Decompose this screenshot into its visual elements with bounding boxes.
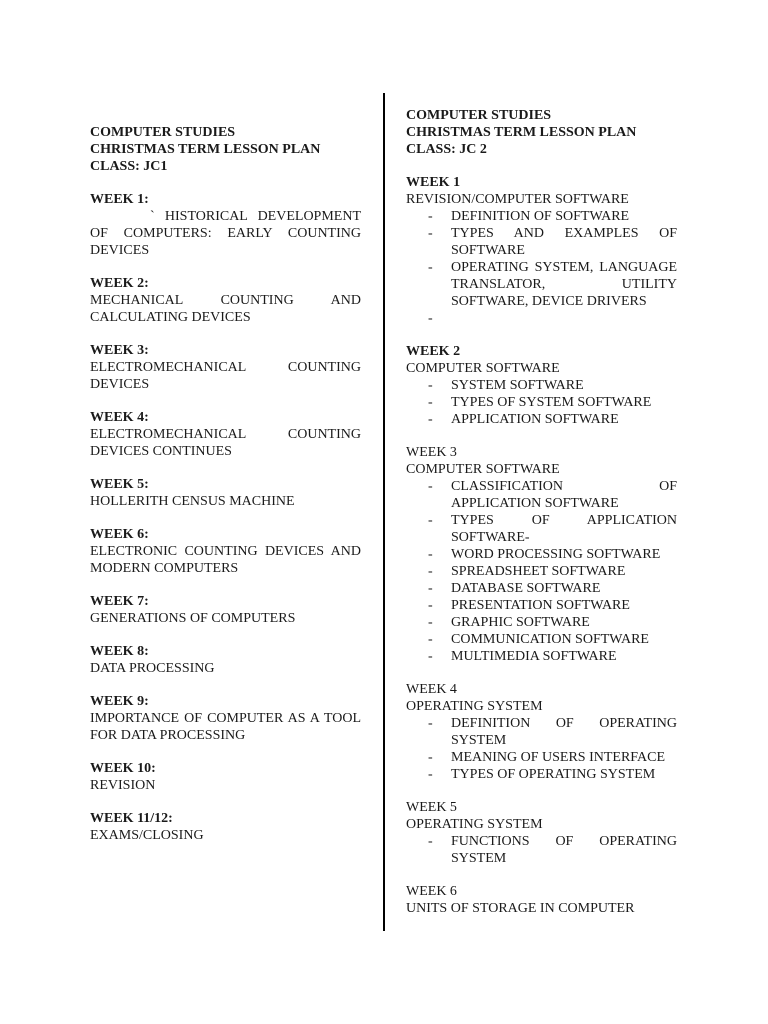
- list-item-text: TYPES AND EXAMPLES OF SOFTWARE: [451, 226, 677, 258]
- week-topic: OPERATING SYSTEM: [406, 699, 543, 714]
- week-topic: EXAMS/CLOSING: [90, 828, 204, 843]
- week-section: [90, 643, 361, 677]
- column-divider: [383, 93, 385, 931]
- list-item: [406, 225, 677, 259]
- bullet-dash: -: [428, 649, 433, 664]
- list-item-text: TYPES OF OPERATING SYSTEM: [451, 767, 656, 782]
- spacer: [406, 428, 677, 444]
- week-heading: WEEK 2:: [90, 276, 149, 291]
- list-item-text: DEFINITION OF SOFTWARE: [451, 209, 630, 224]
- bullet-dash: -: [428, 260, 433, 275]
- week-heading: WEEK 1:: [90, 192, 149, 207]
- spacer: [90, 510, 361, 526]
- list-item: [406, 766, 677, 783]
- class-title: CLASS: JC 2: [406, 142, 487, 157]
- list-item: [406, 648, 677, 665]
- week-heading: WEEK 11/12:: [90, 811, 173, 826]
- list-item-text: TYPES OF APPLICATION SOFTWARE-: [451, 513, 677, 545]
- list-item-text: SYSTEM SOFTWARE: [451, 378, 584, 393]
- spacer: [90, 627, 361, 643]
- week-heading: WEEK 10:: [90, 761, 156, 776]
- week-topic: ELECTROMECHANICAL COUNTING DEVICES CONTINUES: [90, 427, 361, 459]
- week-heading: WEEK 4:: [90, 410, 149, 425]
- spacer: [90, 794, 361, 810]
- week-heading: WEEK 4: [406, 682, 457, 697]
- spacer: [90, 393, 361, 409]
- spacer: [90, 744, 361, 760]
- bullet-dash: -: [428, 395, 433, 410]
- spacer: [406, 783, 677, 799]
- list-item: [406, 749, 677, 766]
- bullet-dash: -: [428, 716, 433, 731]
- topic-list: [406, 478, 677, 665]
- bullet-dash: -: [428, 547, 433, 562]
- jc2-lesson-plan: [406, 107, 677, 917]
- list-item: [406, 563, 677, 580]
- spacer: [90, 677, 361, 693]
- subject-title: COMPUTER STUDIES: [406, 108, 552, 123]
- week-topic: HOLLERITH CENSUS MACHINE: [90, 494, 295, 509]
- bullet-dash: -: [428, 378, 433, 393]
- list-item: [406, 580, 677, 597]
- list-item: [406, 394, 677, 411]
- list-item: [406, 614, 677, 631]
- spacer: [406, 158, 677, 174]
- list-item: [406, 631, 677, 648]
- list-item-text: DEFINITION OF OPERATING SYSTEM: [451, 716, 677, 748]
- list-item: [406, 208, 677, 225]
- week-heading: WEEK 5:: [90, 477, 149, 492]
- week-heading: WEEK 1: [406, 175, 461, 190]
- week-section: [406, 883, 677, 917]
- bullet-dash: -: [428, 479, 433, 494]
- list-item: [406, 715, 677, 749]
- week-topic: ELECTRONIC COUNTING DEVICES AND MODERN COMPUTERS: [90, 544, 361, 576]
- week-topic: UNITS OF STORAGE IN COMPUTER: [406, 901, 635, 916]
- jc1-header: [90, 124, 361, 175]
- list-item-text: MULTIMEDIA SOFTWARE: [451, 649, 617, 664]
- week-topic: DATA PROCESSING: [90, 661, 215, 676]
- week-section: [90, 191, 361, 259]
- bullet-dash: -: [428, 412, 433, 427]
- list-item-text: MEANING OF USERS INTERFACE: [451, 750, 666, 765]
- bullet-dash: -: [428, 581, 433, 596]
- bullet-dash: -: [428, 564, 433, 579]
- bullet-dash: -: [428, 513, 433, 528]
- week-section: [406, 799, 677, 867]
- week-section: [406, 444, 677, 665]
- week-heading: WEEK 7:: [90, 594, 149, 609]
- term-title: CHRISTMAS TERM LESSON PLAN: [90, 142, 321, 157]
- list-item-text: APPLICATION SOFTWARE: [451, 412, 619, 427]
- week-heading: WEEK 2: [406, 344, 461, 359]
- week-topic: IMPORTANCE OF COMPUTER AS A TOOL FOR DATA PROCESSING: [90, 711, 361, 743]
- list-item: [406, 546, 677, 563]
- list-item: [406, 411, 677, 428]
- jc2-header: [406, 107, 677, 158]
- list-item-text: PRESENTATION SOFTWARE: [451, 598, 630, 613]
- list-item-text: TYPES OF SYSTEM SOFTWARE: [451, 395, 652, 410]
- list-item: [406, 512, 677, 546]
- list-item-text: FUNCTIONS OF OPERATING SYSTEM: [451, 834, 677, 866]
- bullet-dash: -: [428, 615, 433, 630]
- list-item: [406, 597, 677, 614]
- bullet-dash: -: [428, 311, 433, 326]
- week-topic: ` HISTORICAL DEVELOPMENT OF COMPUTERS: EARLY COUNTING DEVICES: [90, 209, 361, 258]
- spacer: [90, 259, 361, 275]
- list-item-text: COMMUNICATION SOFTWARE: [451, 632, 649, 647]
- week-section: [90, 409, 361, 460]
- week-section: [406, 174, 677, 327]
- spacer: [90, 175, 361, 191]
- week-section: [90, 526, 361, 577]
- week-heading: WEEK 3:: [90, 343, 149, 358]
- list-item-text: GRAPHIC SOFTWARE: [451, 615, 590, 630]
- week-section: [406, 681, 677, 783]
- spacer: [406, 867, 677, 883]
- week-topic: OPERATING SYSTEM: [406, 817, 543, 832]
- list-item: [406, 377, 677, 394]
- week-topic: REVISION: [90, 778, 156, 793]
- spacer: [90, 577, 361, 593]
- list-item: [406, 310, 677, 327]
- bullet-dash: -: [428, 226, 433, 241]
- week-section: [90, 476, 361, 510]
- list-item-text: DATABASE SOFTWARE: [451, 581, 601, 596]
- class-title: CLASS: JC1: [90, 159, 168, 174]
- week-topic: REVISION/COMPUTER SOFTWARE: [406, 192, 629, 207]
- week-section: [90, 760, 361, 794]
- list-item-text: OPERATING SYSTEM, LANGUAGE TRANSLATOR, UTILITY SOFTWARE, DEVICE DRIVERS: [451, 260, 677, 309]
- week-heading: WEEK 3: [406, 445, 457, 460]
- list-item-text: WORD PROCESSING SOFTWARE: [451, 547, 661, 562]
- term-title: CHRISTMAS TERM LESSON PLAN: [406, 125, 637, 140]
- bullet-dash: -: [428, 767, 433, 782]
- bullet-dash: -: [428, 209, 433, 224]
- subject-title: COMPUTER STUDIES: [90, 125, 236, 140]
- topic-list: [406, 377, 677, 428]
- week-topic: MECHANICAL COUNTING AND CALCULATING DEVICES: [90, 293, 361, 325]
- week-topic: GENERATIONS OF COMPUTERS: [90, 611, 296, 626]
- week-heading: WEEK 8:: [90, 644, 149, 659]
- bullet-dash: -: [428, 632, 433, 647]
- week-heading: WEEK 6:: [90, 527, 149, 542]
- week-section: [406, 343, 677, 428]
- topic-list: [406, 715, 677, 783]
- week-topic: ELECTROMECHANICAL COUNTING DEVICES: [90, 360, 361, 392]
- list-item: [406, 259, 677, 310]
- list-item: [406, 833, 677, 867]
- week-section: [90, 342, 361, 393]
- list-item: [406, 478, 677, 512]
- bullet-dash: -: [428, 598, 433, 613]
- spacer: [406, 327, 677, 343]
- bullet-dash: -: [428, 750, 433, 765]
- week-topic: COMPUTER SOFTWARE: [406, 361, 560, 376]
- spacer: [90, 460, 361, 476]
- week-topic: COMPUTER SOFTWARE: [406, 462, 560, 477]
- week-section: [90, 593, 361, 627]
- bullet-dash: -: [428, 834, 433, 849]
- week-section: [90, 810, 361, 844]
- week-section: [90, 275, 361, 326]
- list-item-text: CLASSIFICATION OF APPLICATION SOFTWARE: [451, 479, 677, 511]
- topic-list: [406, 208, 677, 327]
- week-section: [90, 693, 361, 744]
- week-heading: WEEK 5: [406, 800, 457, 815]
- topic-list: [406, 833, 677, 867]
- spacer: [90, 326, 361, 342]
- jc1-lesson-plan: [90, 124, 361, 844]
- spacer: [406, 665, 677, 681]
- week-heading: WEEK 9:: [90, 694, 149, 709]
- week-heading: WEEK 6: [406, 884, 457, 899]
- list-item-text: SPREADSHEET SOFTWARE: [451, 564, 626, 579]
